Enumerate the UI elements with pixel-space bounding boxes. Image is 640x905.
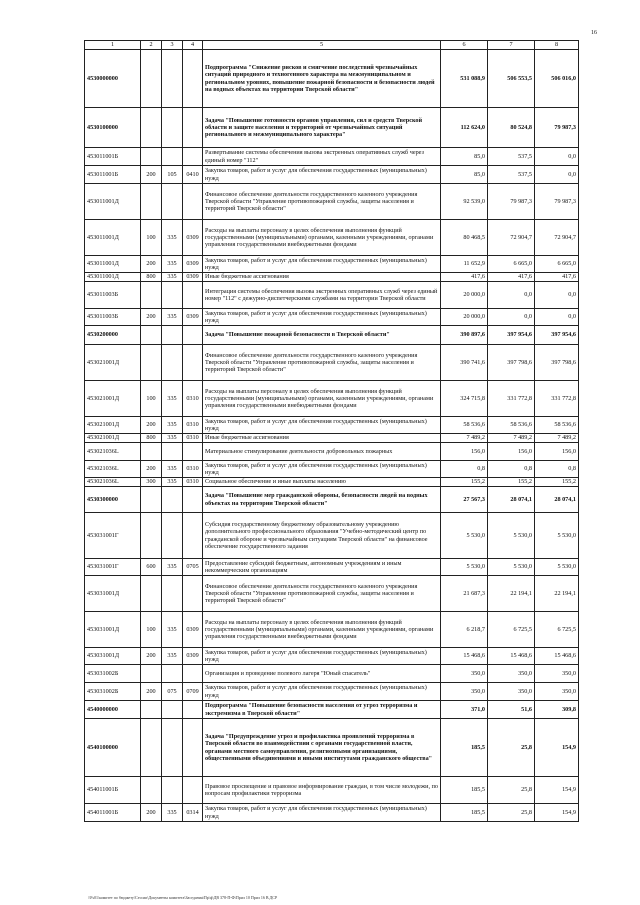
row-type-cell <box>141 148 162 166</box>
row-value-cell: 28 074,1 <box>488 487 535 513</box>
row-section-cell <box>183 345 203 381</box>
column-header: 4 <box>183 41 203 50</box>
row-section-cell <box>183 701 203 719</box>
row-section-cell: 0709 <box>183 683 203 701</box>
row-value-cell: 6 725,5 <box>535 612 579 648</box>
row-dept-cell: 335 <box>162 559 183 576</box>
row-dept-cell <box>162 487 183 513</box>
row-code-cell: 453011001Б <box>85 166 141 184</box>
row-value-cell: 537,5 <box>488 148 535 166</box>
row-value-cell: 27 567,3 <box>441 487 488 513</box>
table-row <box>85 309 579 326</box>
row-value-cell: 390 741,6 <box>441 345 488 381</box>
row-dept-cell <box>162 719 183 777</box>
row-value-cell: 156,0 <box>488 443 535 461</box>
row-code-cell: 453021036L <box>85 478 141 487</box>
row-type-cell <box>141 326 162 345</box>
table-body <box>85 41 579 822</box>
row-section-cell <box>183 326 203 345</box>
row-code-cell: 453031002Б <box>85 683 141 701</box>
row-dept-cell <box>162 443 183 461</box>
column-header: 1 <box>85 41 141 50</box>
row-dept-cell: 335 <box>162 434 183 443</box>
row-section-cell <box>183 665 203 683</box>
row-name-cell: Организация и проведение полевого лагеря "Юный спасатель" <box>203 665 441 683</box>
row-value-cell: 155,2 <box>535 478 579 487</box>
row-value-cell: 0,0 <box>488 309 535 326</box>
row-name-cell: Развертывание системы обеспечения вызова экстренных оперативных служб через единый номер "112" <box>203 148 441 166</box>
row-section-cell <box>183 576 203 612</box>
row-value-cell: 80 524,8 <box>488 108 535 148</box>
row-value-cell: 156,0 <box>441 443 488 461</box>
row-code-cell: 453011003Б <box>85 282 141 309</box>
row-name-cell: Финансовое обеспечение деятельности государственного казенного учреждения Тверской области "Управление противопожарной службы, защиты населения и территорий Тверской области" <box>203 184 441 220</box>
row-code-cell: 453031001Г <box>85 513 141 559</box>
row-value-cell: 5 530,0 <box>535 513 579 559</box>
table-row <box>85 443 579 461</box>
row-section-cell: 0309 <box>183 648 203 665</box>
row-value-cell: 397 798,6 <box>488 345 535 381</box>
row-dept-cell <box>162 345 183 381</box>
row-value-cell: 6 218,7 <box>441 612 488 648</box>
row-section-cell <box>183 108 203 148</box>
row-value-cell: 11 652,9 <box>441 256 488 273</box>
row-value-cell: 58 536,6 <box>488 417 535 434</box>
row-dept-cell: 105 <box>162 166 183 184</box>
row-value-cell: 92 539,0 <box>441 184 488 220</box>
page-number: 16 <box>591 30 597 36</box>
row-code-cell: 453011001Д <box>85 256 141 273</box>
row-type-cell: 200 <box>141 683 162 701</box>
row-code-cell: 453011001Д <box>85 184 141 220</box>
row-value-cell: 397 798,6 <box>535 345 579 381</box>
row-name-cell: Материальное стимулирование деятельности добровольных пожарных <box>203 443 441 461</box>
row-value-cell: 80 468,5 <box>441 220 488 256</box>
row-dept-cell: 335 <box>162 478 183 487</box>
row-name-cell: Задача "Повышение пожарной безопасности в Тверской области" <box>203 326 441 345</box>
row-dept-cell <box>162 326 183 345</box>
row-value-cell: 155,2 <box>441 478 488 487</box>
row-dept-cell <box>162 665 183 683</box>
row-section-cell: 0309 <box>183 273 203 282</box>
row-value-cell: 506 016,0 <box>535 50 579 108</box>
column-header: 3 <box>162 41 183 50</box>
row-type-cell: 200 <box>141 256 162 273</box>
row-value-cell: 20 000,0 <box>441 309 488 326</box>
table-row <box>85 417 579 434</box>
table-row <box>85 487 579 513</box>
row-section-cell: 0310 <box>183 417 203 434</box>
row-value-cell: 154,9 <box>535 777 579 804</box>
column-header: 8 <box>535 41 579 50</box>
row-type-cell: 200 <box>141 804 162 822</box>
row-type-cell <box>141 108 162 148</box>
row-value-cell: 397 954,6 <box>535 326 579 345</box>
row-section-cell <box>183 148 203 166</box>
row-dept-cell <box>162 701 183 719</box>
row-type-cell: 200 <box>141 417 162 434</box>
row-name-cell: Финансовое обеспечение деятельности государственного казенного учреждения Тверской области "Управление противопожарной службы, защиты населения и территорий Тверской области" <box>203 345 441 381</box>
row-value-cell: 417,6 <box>441 273 488 282</box>
row-value-cell: 22 194,1 <box>535 576 579 612</box>
row-section-cell <box>183 282 203 309</box>
row-code-cell: 4530200000 <box>85 326 141 345</box>
table-row <box>85 108 579 148</box>
row-value-cell: 390 897,6 <box>441 326 488 345</box>
row-dept-cell <box>162 108 183 148</box>
row-section-cell <box>183 777 203 804</box>
row-dept-cell: 075 <box>162 683 183 701</box>
row-code-cell: 453011001Б <box>85 148 141 166</box>
row-dept-cell <box>162 148 183 166</box>
row-name-cell: Субсидия государственному бюджетному образовательному учреждению дополнительного профессионального образования "Учебно-методический центр по гражданской обороне и чрезвычайным ситуациям Тверской области" на финансовое обеспечение государственного задания <box>203 513 441 559</box>
row-value-cell: 371,0 <box>441 701 488 719</box>
table-row <box>85 665 579 683</box>
row-type-cell <box>141 513 162 559</box>
row-name-cell: Подпрограмма "Повышение безопасности населения от угроз терроризма и экстремизма в Тверской области" <box>203 701 441 719</box>
row-value-cell: 58 536,6 <box>441 417 488 434</box>
row-section-cell: 0310 <box>183 381 203 417</box>
table-row <box>85 326 579 345</box>
row-value-cell: 15 468,6 <box>441 648 488 665</box>
row-code-cell: 453011003Б <box>85 309 141 326</box>
row-value-cell: 7 489,2 <box>441 434 488 443</box>
row-value-cell: 0,0 <box>535 282 579 309</box>
row-dept-cell: 335 <box>162 461 183 478</box>
row-value-cell: 324 715,8 <box>441 381 488 417</box>
row-code-cell: 453021001Д <box>85 381 141 417</box>
row-value-cell: 15 468,6 <box>488 648 535 665</box>
row-type-cell <box>141 487 162 513</box>
row-value-cell: 0,8 <box>441 461 488 478</box>
row-value-cell: 5 530,0 <box>441 513 488 559</box>
row-value-cell: 417,6 <box>488 273 535 282</box>
row-value-cell: 21 687,3 <box>441 576 488 612</box>
row-value-cell: 85,0 <box>441 166 488 184</box>
table-row <box>85 273 579 282</box>
row-type-cell: 600 <box>141 559 162 576</box>
budget-table <box>84 40 579 822</box>
row-dept-cell: 335 <box>162 273 183 282</box>
footer-file-path: \\Fs01\комитет по бюджету\Сессии\Документы комитета\Заседания\Пр\ф\ДВ 378-П-Ф\Прил 10 Прил 16 В.ДСР <box>88 895 278 900</box>
row-value-cell: 6 665,0 <box>535 256 579 273</box>
row-code-cell: 4530300000 <box>85 487 141 513</box>
row-dept-cell <box>162 513 183 559</box>
row-dept-cell: 335 <box>162 309 183 326</box>
row-value-cell: 331 772,8 <box>488 381 535 417</box>
row-value-cell: 20 000,0 <box>441 282 488 309</box>
row-dept-cell: 335 <box>162 612 183 648</box>
row-code-cell: 4540100000 <box>85 719 141 777</box>
row-value-cell: 0,0 <box>535 148 579 166</box>
table-row <box>85 478 579 487</box>
row-code-cell: 453021036L <box>85 443 141 461</box>
row-value-cell: 25,8 <box>488 804 535 822</box>
row-code-cell: 453031001Д <box>85 612 141 648</box>
row-name-cell: Закупка товаров, работ и услуг для обеспечения государственных (муниципальных) нужд <box>203 683 441 701</box>
row-type-cell <box>141 719 162 777</box>
row-value-cell: 397 954,6 <box>488 326 535 345</box>
row-value-cell: 154,9 <box>535 804 579 822</box>
row-value-cell: 417,6 <box>535 273 579 282</box>
row-type-cell <box>141 665 162 683</box>
row-type-cell: 200 <box>141 166 162 184</box>
row-name-cell: Подпрограмма "Снижение рисков и смягчение последствий чрезвычайных ситуаций природного и техногенного характера на межмуниципальном и региональном уровнях, повышение пожарной безопасности и безопасности людей на водных объектах на территории Тверской области" <box>203 50 441 108</box>
row-name-cell: Расходы на выплаты персоналу в целях обеспечения выполнения функций государственными (муниципальными) органами, казенными учреждениями, органами управления государственными внебюджетными фондами <box>203 612 441 648</box>
row-type-cell <box>141 50 162 108</box>
row-value-cell: 5 530,0 <box>441 559 488 576</box>
row-value-cell: 506 553,5 <box>488 50 535 108</box>
row-value-cell: 185,5 <box>441 719 488 777</box>
row-code-cell: 453031002Б <box>85 665 141 683</box>
row-name-cell: Интеграция системы обеспечения вызова экстренных оперативных служб через единый номер "112" с дежурно-диспетчерскими службами на территории Тверской области <box>203 282 441 309</box>
row-name-cell: Расходы на выплаты персоналу в целях обеспечения выполнения функций государственными (муниципальными) органами, казенными учреждениями, органами управления государственными внебюджетными фондами <box>203 220 441 256</box>
row-value-cell: 531 088,9 <box>441 50 488 108</box>
row-type-cell: 200 <box>141 648 162 665</box>
row-dept-cell <box>162 777 183 804</box>
row-code-cell: 453011001Д <box>85 273 141 282</box>
row-code-cell: 454011001Б <box>85 804 141 822</box>
row-type-cell: 200 <box>141 309 162 326</box>
row-dept-cell: 335 <box>162 804 183 822</box>
row-name-cell: Задача "Повышение готовности органов управления, сил и средств Тверской области и защите населения и территорий от чрезвычайных ситуаций регионального и межмуниципального характера" <box>203 108 441 148</box>
row-value-cell: 350,0 <box>441 665 488 683</box>
row-code-cell: 453021001Д <box>85 345 141 381</box>
row-value-cell: 185,5 <box>441 777 488 804</box>
row-name-cell: Иные бюджетные ассигнования <box>203 273 441 282</box>
row-section-cell: 0309 <box>183 220 203 256</box>
row-value-cell: 72 904,7 <box>535 220 579 256</box>
row-type-cell: 100 <box>141 381 162 417</box>
row-type-cell: 100 <box>141 612 162 648</box>
row-type-cell <box>141 701 162 719</box>
row-section-cell: 0705 <box>183 559 203 576</box>
row-value-cell: 79 987,3 <box>488 184 535 220</box>
row-name-cell: Финансовое обеспечение деятельности государственного казенного учреждения Тверской области "Управление противопожарной службы, защиты населения и территорий Тверской области" <box>203 576 441 612</box>
row-section-cell <box>183 719 203 777</box>
row-name-cell: Закупка товаров, работ и услуг для обеспечения государственных (муниципальных) нужд <box>203 256 441 273</box>
row-section-cell: 0410 <box>183 166 203 184</box>
row-name-cell: Закупка товаров, работ и услуг для обеспечения государственных (муниципальных) нужд <box>203 461 441 478</box>
row-code-cell: 453021001Д <box>85 434 141 443</box>
table-row <box>85 719 579 777</box>
table-row <box>85 777 579 804</box>
row-dept-cell <box>162 50 183 108</box>
column-header-row <box>85 41 579 50</box>
row-value-cell: 350,0 <box>488 683 535 701</box>
row-code-cell: 453021036L <box>85 461 141 478</box>
row-name-cell: Предоставление субсидий бюджетным, автономным учреждениям и иным некоммерческим организациям <box>203 559 441 576</box>
row-value-cell: 5 530,0 <box>488 559 535 576</box>
row-section-cell <box>183 184 203 220</box>
row-value-cell: 350,0 <box>535 683 579 701</box>
row-section-cell: 0309 <box>183 309 203 326</box>
row-section-cell: 0310 <box>183 478 203 487</box>
row-type-cell: 100 <box>141 220 162 256</box>
row-code-cell: 453031001Д <box>85 576 141 612</box>
row-section-cell: 0310 <box>183 434 203 443</box>
row-value-cell: 0,0 <box>488 282 535 309</box>
row-value-cell: 58 536,6 <box>535 417 579 434</box>
table-row <box>85 559 579 576</box>
row-type-cell: 300 <box>141 478 162 487</box>
table-row <box>85 701 579 719</box>
row-value-cell: 309,8 <box>535 701 579 719</box>
row-code-cell: 453031001Г <box>85 559 141 576</box>
table-row <box>85 381 579 417</box>
table-row <box>85 648 579 665</box>
column-header: 6 <box>441 41 488 50</box>
table-row <box>85 576 579 612</box>
row-value-cell: 112 624,0 <box>441 108 488 148</box>
column-header: 5 <box>203 41 441 50</box>
row-value-cell: 0,0 <box>535 166 579 184</box>
row-section-cell: 0310 <box>183 461 203 478</box>
table-row <box>85 148 579 166</box>
table-row <box>85 804 579 822</box>
row-value-cell: 350,0 <box>488 665 535 683</box>
row-dept-cell: 335 <box>162 648 183 665</box>
row-name-cell: Задача "Предупреждение угроз и профилактика проявлений терроризма в Тверской области во взаимодействии с органами государственной власти, органами местного самоуправления, религиозными организациями, общественными объединениями и иными институтами гражданского общества" <box>203 719 441 777</box>
row-value-cell: 6 725,5 <box>488 612 535 648</box>
row-section-cell: 0309 <box>183 612 203 648</box>
row-section-cell <box>183 443 203 461</box>
column-header: 2 <box>141 41 162 50</box>
table-row <box>85 50 579 108</box>
row-code-cell: 453011001Д <box>85 220 141 256</box>
row-type-cell <box>141 576 162 612</box>
row-value-cell: 537,5 <box>488 166 535 184</box>
row-type-cell: 200 <box>141 461 162 478</box>
row-section-cell: 0309 <box>183 256 203 273</box>
row-section-cell <box>183 50 203 108</box>
table-row <box>85 184 579 220</box>
row-section-cell: 0314 <box>183 804 203 822</box>
row-name-cell: Правовое просвещение и правовое информирование граждан, в том числе молодежи, по вопросам профилактики терроризма <box>203 777 441 804</box>
row-value-cell: 156,0 <box>535 443 579 461</box>
row-value-cell: 0,0 <box>535 309 579 326</box>
row-value-cell: 0,8 <box>488 461 535 478</box>
row-section-cell <box>183 487 203 513</box>
row-type-cell <box>141 184 162 220</box>
row-value-cell: 185,5 <box>441 804 488 822</box>
row-value-cell: 155,2 <box>488 478 535 487</box>
row-type-cell <box>141 443 162 461</box>
row-value-cell: 79 987,3 <box>535 108 579 148</box>
table-row <box>85 683 579 701</box>
column-header: 7 <box>488 41 535 50</box>
row-type-cell <box>141 282 162 309</box>
row-dept-cell <box>162 282 183 309</box>
row-name-cell: Закупка товаров, работ и услуг для обеспечения государственных (муниципальных) нужд <box>203 166 441 184</box>
row-name-cell: Расходы на выплаты персоналу в целях обеспечения выполнения функций государственными (муниципальными) органами, казенными учреждениями, органами управления государственными внебюджетными фондами <box>203 381 441 417</box>
row-value-cell: 350,0 <box>535 665 579 683</box>
row-value-cell: 5 530,0 <box>535 559 579 576</box>
row-value-cell: 6 665,0 <box>488 256 535 273</box>
row-type-cell: 800 <box>141 273 162 282</box>
row-code-cell: 453021001Д <box>85 417 141 434</box>
row-dept-cell: 335 <box>162 381 183 417</box>
row-value-cell: 7 489,2 <box>488 434 535 443</box>
row-code-cell: 4530000000 <box>85 50 141 108</box>
row-dept-cell <box>162 576 183 612</box>
row-value-cell: 22 194,1 <box>488 576 535 612</box>
row-dept-cell: 335 <box>162 417 183 434</box>
table-row <box>85 612 579 648</box>
row-value-cell: 7 489,2 <box>535 434 579 443</box>
table-row <box>85 220 579 256</box>
row-value-cell: 25,8 <box>488 719 535 777</box>
row-name-cell: Закупка товаров, работ и услуг для обеспечения государственных (муниципальных) нужд <box>203 417 441 434</box>
row-type-cell <box>141 345 162 381</box>
row-value-cell: 28 074,1 <box>535 487 579 513</box>
row-type-cell <box>141 777 162 804</box>
row-dept-cell <box>162 184 183 220</box>
row-value-cell: 15 468,6 <box>535 648 579 665</box>
row-name-cell: Социальное обеспечение и иные выплаты населению <box>203 478 441 487</box>
row-name-cell: Закупка товаров, работ и услуг для обеспечения государственных (муниципальных) нужд <box>203 309 441 326</box>
row-value-cell: 154,9 <box>535 719 579 777</box>
row-name-cell: Иные бюджетные ассигнования <box>203 434 441 443</box>
row-value-cell: 25,8 <box>488 777 535 804</box>
row-value-cell: 350,0 <box>441 683 488 701</box>
table-row <box>85 434 579 443</box>
row-name-cell: Закупка товаров, работ и услуг для обеспечения государственных (муниципальных) нужд <box>203 804 441 822</box>
row-code-cell: 454011001Б <box>85 777 141 804</box>
row-value-cell: 85,0 <box>441 148 488 166</box>
table-row <box>85 345 579 381</box>
row-section-cell <box>183 513 203 559</box>
row-code-cell: 4540000000 <box>85 701 141 719</box>
table-row <box>85 166 579 184</box>
row-value-cell: 5 530,0 <box>488 513 535 559</box>
row-type-cell: 800 <box>141 434 162 443</box>
table-row <box>85 461 579 478</box>
row-code-cell: 4530100000 <box>85 108 141 148</box>
table-row <box>85 256 579 273</box>
row-dept-cell: 335 <box>162 256 183 273</box>
row-value-cell: 331 772,8 <box>535 381 579 417</box>
row-dept-cell: 335 <box>162 220 183 256</box>
table-row <box>85 282 579 309</box>
row-value-cell: 51,6 <box>488 701 535 719</box>
row-name-cell: Закупка товаров, работ и услуг для обеспечения государственных (муниципальных) нужд <box>203 648 441 665</box>
row-value-cell: 72 904,7 <box>488 220 535 256</box>
row-code-cell: 453031001Д <box>85 648 141 665</box>
row-value-cell: 0,8 <box>535 461 579 478</box>
row-value-cell: 79 987,3 <box>535 184 579 220</box>
table-row <box>85 513 579 559</box>
row-name-cell: Задача "Повышение мер гражданской обороны, безопасности людей на водных объектах на территории Тверской области" <box>203 487 441 513</box>
